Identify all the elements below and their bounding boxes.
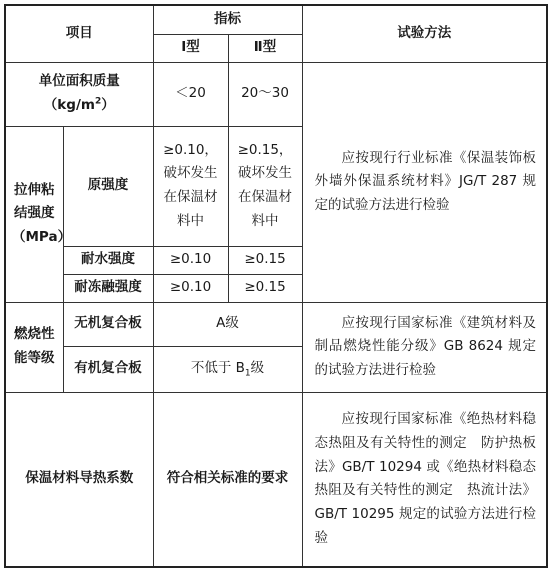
bond-freeze-type-2: ≥0.15 [228,274,302,302]
row-mass-label-line1: 单位面积质量 [38,73,120,90]
header-type-2: Ⅱ型 [228,34,302,62]
thermal-value: 符合相关标准的要求 [153,392,302,567]
row-mass-type-2: 20～30 [228,62,302,126]
header-indicator: 指标 [153,5,302,34]
spec-table [4,4,548,568]
bond-water-type-1: ≥0.10 [153,246,228,274]
header-method: 试验方法 [302,5,547,62]
bond-method: 应按现行行业标准《保温装饰板外墙外保温系统材料》JG/T 287 规定的试验方法进行检验 [302,62,547,302]
bond-group-label: 拉伸粘结强度（MPa） [5,126,63,302]
bond-original-type-2: ≥0.15，破坏发生在保温材料中 [228,126,302,246]
bond-water-type-2: ≥0.15 [228,246,302,274]
thermal-method: 应按现行国家标准《绝热材料稳态热阻及有关特性的测定 防护热板法》GB/T 10294 或《绝热材料稳态热阻及有关特性的测定 热流计法》GB/T 10295 规定的试验方法进行检验 [302,392,547,567]
bond-freeze-label: 耐冻融强度 [63,274,153,302]
fire-organic-value: 不低于 $B_1$级 [153,346,302,392]
row-mass-type-1: ＜20 [153,62,228,126]
row-mass-label-line2: $(kg/m^2)$ [43,96,115,113]
header-item: 项目 [5,5,153,62]
fire-organic-label: 有机复合板 [63,346,153,392]
thermal-label: 保温材料导热系数 [5,392,153,567]
fire-group-label: 燃烧性能等级 [5,302,63,392]
bond-original-type-1: ≥0.10，破坏发生在保温材料中 [153,126,228,246]
fire-inorganic-value: A级 [153,302,302,346]
bond-water-label: 耐水强度 [63,246,153,274]
fire-inorganic-label: 无机复合板 [63,302,153,346]
header-type-1: Ⅰ型 [153,34,228,62]
fire-method: 应按现行国家标准《建筑材料及制品燃烧性能分级》GB 8624 规定的试验方法进行检验 [302,302,547,392]
bond-freeze-type-1: ≥0.10 [153,274,228,302]
bond-original-label: 原强度 [63,126,153,246]
row-mass-label [5,62,153,126]
